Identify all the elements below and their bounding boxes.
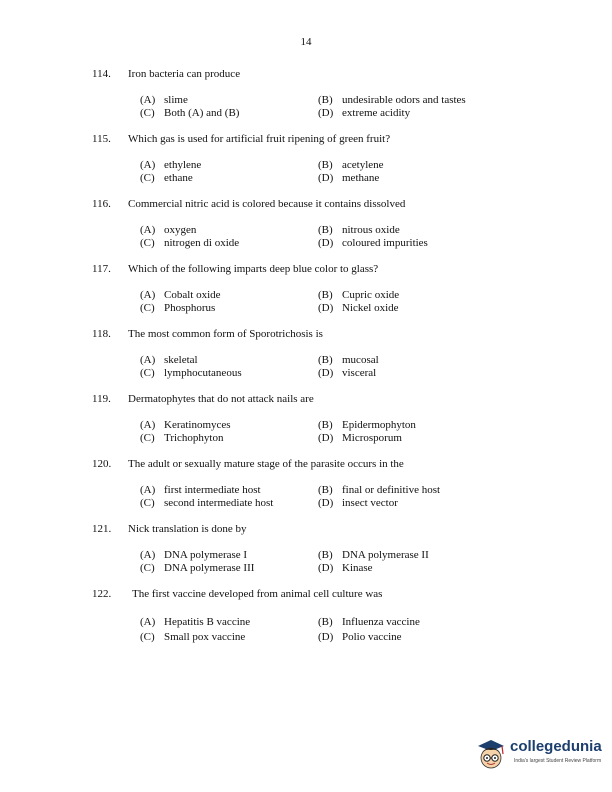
option-b: (B) Epidermophyton (318, 419, 416, 431)
question-number: 116. (92, 198, 111, 210)
option-d: (D) Nickel oxide (318, 302, 399, 314)
collegedunia-logo[interactable] (474, 736, 604, 776)
option-a: (A) slime (140, 94, 188, 106)
option-c: (C) Small pox vaccine (140, 631, 246, 643)
brand-tagline: India's largest Student Review Platform (514, 758, 602, 764)
question-number: 119. (92, 393, 111, 405)
option-c: (C) DNA polymerase III (140, 562, 255, 574)
option-c: (C) lymphocutaneous (140, 367, 242, 379)
question-text: Commercial nitric acid is colored because it contains dissolved (128, 198, 406, 210)
option-c: (C) Trichophyton (140, 432, 224, 444)
option-c: (C) ethane (140, 172, 193, 184)
question-number: 121. (92, 523, 112, 535)
option-c: (C) nitrogen di oxide (140, 237, 240, 249)
question-text: Which of the following imparts deep blue color to glass? (128, 263, 379, 275)
option-d: (D) extreme acidity (318, 107, 411, 119)
option-d: (D) visceral (318, 367, 377, 379)
option-a: (A) Keratinomyces (140, 419, 231, 431)
option-c: (C) Both (A) and (B) (140, 107, 240, 119)
question-number: 117. (92, 263, 111, 275)
option-b: (B) undesirable odors and tastes (318, 94, 466, 106)
option-d: (D) coloured impurities (318, 237, 428, 249)
option-c: (C) second intermediate host (140, 497, 274, 509)
brand-name: collegedunia (510, 738, 602, 755)
question-number: 122. (92, 588, 112, 600)
option-d: (D) Microsporum (318, 432, 402, 444)
option-d: (D) Kinase (318, 562, 373, 574)
option-d: (D) insect vector (318, 497, 398, 509)
option-b: (B) Influenza vaccine (318, 616, 420, 628)
mascot-icon (474, 736, 508, 776)
question-text: Dermatophytes that do not attack nails are (128, 393, 314, 405)
question-text: Iron bacteria can produce (128, 68, 241, 80)
option-c: (C) Phosphorus (140, 302, 216, 314)
option-a: (A) Hepatitis B vaccine (140, 616, 251, 628)
option-b: (B) mucosal (318, 354, 379, 366)
question-text: The first vaccine developed from animal cell culture was (132, 588, 383, 600)
question-number: 120. (92, 458, 112, 470)
option-a: (A) ethylene (140, 159, 202, 171)
option-b: (B) final or definitive host (318, 484, 441, 496)
question-text: The adult or sexually mature stage of the parasite occurs in the (128, 458, 404, 470)
option-a: (A) skeletal (140, 354, 198, 366)
question-text: The most common form of Sporotrichosis is (128, 328, 323, 340)
question-text: Nick translation is done by (128, 523, 247, 535)
question-text: Which gas is used for artificial fruit ripening of green fruit? (128, 133, 391, 145)
question-number: 118. (92, 328, 111, 340)
option-a: (A) first intermediate host (140, 484, 261, 496)
question-number: 114. (92, 68, 111, 80)
option-b: (B) DNA polymerase II (318, 549, 429, 561)
option-a: (A) DNA polymerase I (140, 549, 248, 561)
option-a: (A) Cobalt oxide (140, 289, 221, 301)
option-b: (B) acetylene (318, 159, 384, 171)
option-d: (D) Polio vaccine (318, 631, 402, 643)
page-number: 14 (300, 36, 312, 48)
question-number: 115. (92, 133, 111, 145)
option-d: (D) methane (318, 172, 380, 184)
option-b: (B) nitrous oxide (318, 224, 400, 236)
option-b: (B) Cupric oxide (318, 289, 400, 301)
option-a: (A) oxygen (140, 224, 197, 236)
